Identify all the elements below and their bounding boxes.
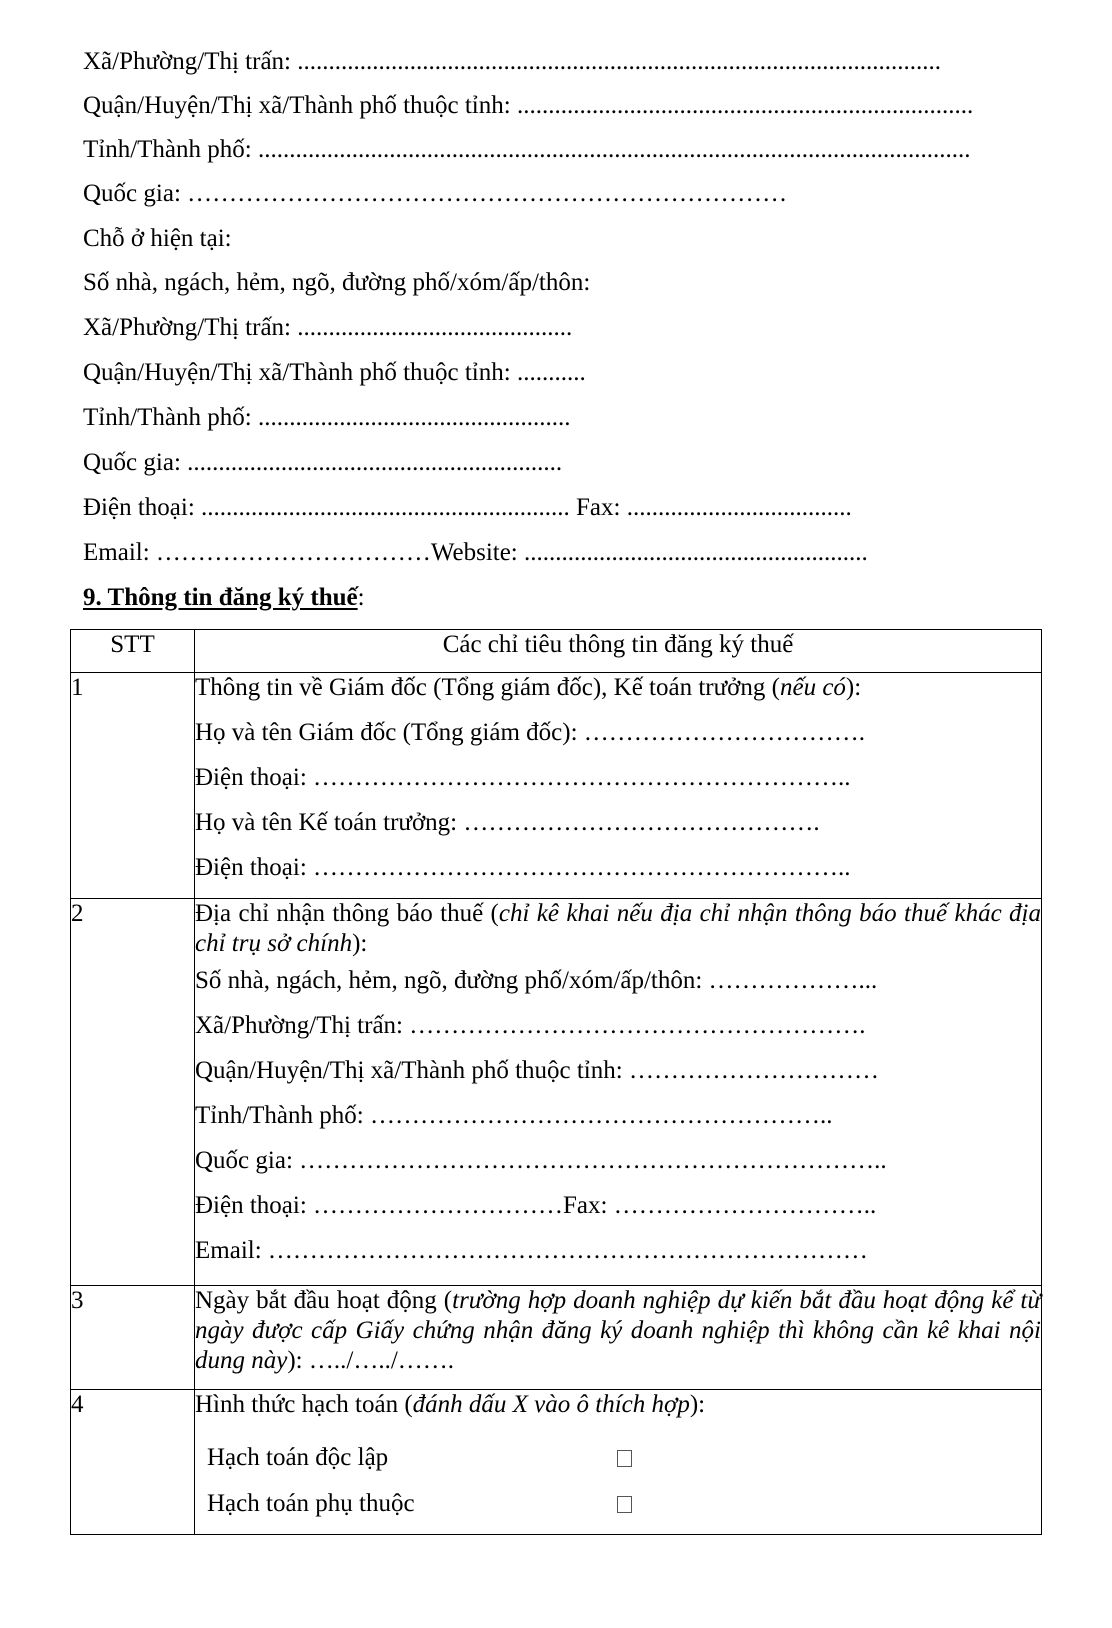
notice-district-field: Quận/Huyện/Thị xã/Thành phố thuộc tỉnh: …………………………: [195, 1057, 879, 1084]
row-number: 3: [71, 1286, 195, 1390]
current-country-line: Quốc gia: ............................................................: [83, 449, 563, 476]
row-number: 1: [71, 673, 195, 899]
intro-text: Hình thức hạch toán (: [195, 1391, 413, 1418]
accountant-phone-field: Điện thoại: ………………………………………………………..: [195, 854, 851, 881]
intro-italic: đánh dấu X vào ô thích hợp: [412, 1391, 690, 1418]
start-date-field: [195, 1286, 1041, 1376]
director-intro: [195, 673, 1041, 718]
header-indicators: Các chỉ tiêu thông tin đăng ký thuế: [195, 630, 1042, 673]
table-row: [71, 899, 1042, 1286]
option-label: Hạch toán phụ thuộc: [207, 1490, 415, 1517]
section-heading: [83, 583, 365, 613]
table-row: [71, 673, 1042, 899]
intro-italic: trường hợp doanh nghiệp dự kiến bắt đầu hoạt động kể từ ngày được cấp Giấy chứng nhận đăng ký doanh nghiệp thì không cần kê khai nội dung này: [195, 1287, 1042, 1374]
current-district-line: Quận/Huyện/Thị xã/Thành phố thuộc tỉnh: ...........: [83, 359, 586, 386]
row-content: [195, 899, 1042, 1286]
notice-province-field: Tỉnh/Thành phố: ………………………………………………..: [195, 1102, 833, 1129]
row-content: [195, 1286, 1042, 1390]
owner-country-line: Quốc gia: ………………………………………………………………: [83, 180, 788, 207]
current-ward-line: Xã/Phường/Thị trấn: ............................................: [83, 314, 573, 341]
intro-italic: nếu có: [779, 674, 846, 701]
section-suffix: :: [357, 584, 365, 611]
row-number: 4: [71, 1390, 195, 1535]
accountant-name-field: Họ và tên Kế toán trưởng: …………………………………….: [195, 809, 820, 836]
intro-end: ):: [845, 674, 862, 701]
table-row: [71, 1390, 1042, 1535]
current-residence-label: Chỗ ở hiện tại:: [83, 225, 232, 252]
director-phone-field: Điện thoại: ………………………………………………………..: [195, 764, 851, 791]
option-dependent-accounting[interactable]: [195, 1481, 1041, 1527]
header-stt: STT: [71, 630, 195, 673]
table-row: [71, 1286, 1042, 1390]
current-street-line: Số nhà, ngách, hẻm, ngõ, đường phố/xóm/ấp/thôn:: [83, 269, 591, 296]
owner-province-line: Tỉnh/Thành phố: ..................................................................................................................: [83, 136, 971, 163]
intro-end: ):: [689, 1391, 706, 1418]
option-independent-accounting[interactable]: [195, 1435, 1041, 1481]
intro-end: ): …../…../…….: [287, 1347, 455, 1374]
tax-notice-intro: [195, 899, 1041, 966]
phone-fax-line: Điện thoại: ........................................................... Fax: ....................................: [83, 494, 852, 521]
option-label: Hạch toán độc lập: [207, 1444, 389, 1471]
intro-text: Ngày bắt đầu hoạt động (: [195, 1287, 453, 1314]
intro-end: ):: [352, 930, 368, 957]
table-header-row: [71, 630, 1042, 673]
checkbox-icon[interactable]: [617, 1496, 632, 1513]
tax-registration-table: [70, 629, 1042, 1535]
row-content: [195, 1390, 1042, 1535]
notice-email-field: Email: ………………………………………………………………: [195, 1237, 868, 1264]
row-number: 2: [71, 899, 195, 1286]
owner-ward-line: Xã/Phường/Thị trấn: .......................................................................................................: [83, 48, 941, 75]
section-title: 9. Thông tin đăng ký thuế: [83, 584, 358, 611]
notice-phone-fax-field: Điện thoại: …………………………Fax: …………………………..: [195, 1192, 877, 1219]
intro-text: Địa chỉ nhận thông báo thuế (: [195, 900, 499, 927]
intro-text: Thông tin về Giám đốc (Tổng giám đốc), Kế toán trưởng (: [195, 674, 780, 701]
accounting-form-intro: [195, 1390, 1041, 1435]
notice-country-field: Quốc gia: ……………………………………………………………..: [195, 1147, 887, 1174]
row-content: [195, 673, 1042, 899]
director-name-field: Họ và tên Giám đốc (Tổng giám đốc): …………………………….: [195, 719, 866, 746]
owner-district-line: Quận/Huyện/Thị xã/Thành phố thuộc tỉnh: .........................................................................: [83, 92, 974, 119]
notice-ward-field: Xã/Phường/Thị trấn: ……………………………………………….: [195, 1012, 866, 1039]
email-website-line: Email: ……………………………Website: .......................................................: [83, 539, 868, 566]
intro-italic: chỉ kê khai nếu địa chỉ nhận thông báo thuế khác địa chỉ trụ sở chính: [195, 900, 1041, 957]
current-province-line: Tỉnh/Thành phố: ..................................................: [83, 404, 571, 431]
notice-street-field: Số nhà, ngách, hẻm, ngõ, đường phố/xóm/ấp/thôn: ………………...: [195, 967, 878, 994]
checkbox-icon[interactable]: [617, 1450, 632, 1467]
